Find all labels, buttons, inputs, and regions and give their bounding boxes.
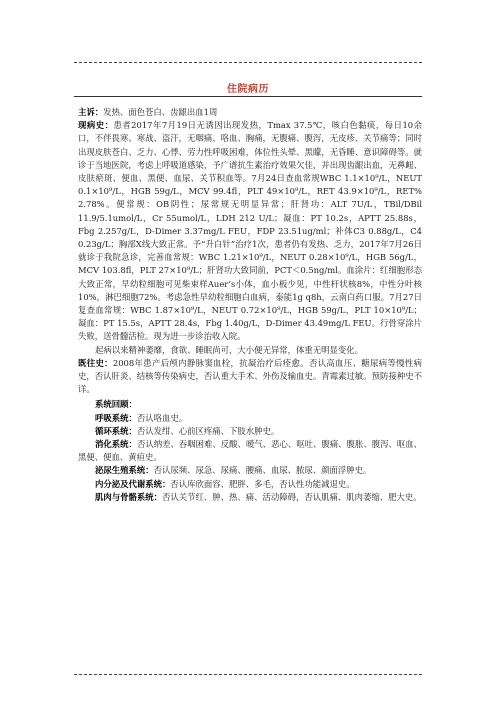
system-musculoskeletal: 肌肉与骨骼系统：否认关节红、肿、热、痛、活动障碍，否认肌痛、肌肉萎缩、肥大史。 — [95, 491, 422, 502]
top-dashed-rule — [74, 62, 422, 63]
system-respiratory: 呼吸系统：否认咯血史。 — [95, 412, 188, 423]
record-body — [78, 106, 422, 504]
system-circulatory: 循环系统：否认发绀、心前区疼痛、下肢水肿史。 — [95, 425, 280, 436]
present-illness-text: 患者2017年7月19日无诱因出现发热，Tmax 37.5℃，咳白色黏痰，每日10余口，不伴畏寒、寒战、盗汗，无咽痛、咯血、胸痛，无腹痛、腹泻，无皮疹、关节痛等；同时出现皮肤苍白、乏力、心悸、劳力性呼吸困难，体位性头晕、黑矇，无昏睡、意识障碍等。就诊于当地医院，考虑上呼吸道感染，予广谱抗生素治疗效果欠佳，并出现齿龈出血，无鼻衄、皮肤瘀斑、便血、黑便、血尿、关节积血等。7月24日查血常规WBC 1.1×10⁹/L，NEUT 0.1×10⁹/L，HGB 59g/L，MCV 99.4fl，PLT 49×10⁹/L，RET 43.9×10⁹/L，RET% 2.78%。便常规：OB阴性；尿常规无明显异常；肝肾功：ALT 7U/L，TBil/DBil 11.9/5.1umol/L，Cr 55umol/L，LDH 212 U/L；凝血：PT 10.2s，APTT 25.88s，Fbg 2.257g/L，D-Dimer 3.37mg/L FEU，FDP 23.51ug/ml；补体C3 0.88g/L，C4 0.23g/L；胸部X线大致正常。予“升白针”治疗1次，患者仍有发热、乏力，2017年7月26日就诊于我院急诊，完善血常规：WBC 1.21×10⁹/L，NEUT 0.28×10⁹/L，HGB 56g/L，MCV 103.8fl，PLT 27×10⁹/L；肝肾功大致同前，PCT＜0.5ng/ml。血涂片：红细胞形态大致正常，早幼粒细胞可见柴束样Auer’s小体，血小板少见，中性杆状核8%，中性分叶核10%，淋巴细胞72%。考虑急性早幼粒细胞白血病，泰能1g q8h，云南白药口服。7月27日复查血常规：WBC 1.87×10⁹/L，NEUT 0.72×10⁹/L，HGB 59g/L，PLT 10×10⁹/L；凝血：PT 15.5s，APTT 28.4s，Fbg 1.40g/L，D-Dimer 43.49mg/L FEU。行骨穿涂片失败，送骨髓活检。现为进一步诊治收入院。 — [78, 120, 422, 342]
present-illness-label: 现病史： — [78, 120, 114, 131]
system-digestive: 消化系统：否认纳差、吞咽困难、反酸、嗳气、恶心、呕吐、腹痛、腹胀、腹泻、呕血、黑便、便血、黄疸史。 — [78, 439, 423, 463]
page-title: 住院病历 — [227, 84, 269, 95]
past-history-label: 既往史： — [78, 357, 113, 368]
bottom-dashed-rule — [74, 674, 422, 675]
chief-complaint-label: 主诉： — [78, 107, 104, 117]
chief-complaint — [78, 106, 422, 119]
present-illness — [78, 119, 422, 343]
system-review-title: 系统回顾： — [95, 399, 137, 410]
title-underline — [74, 96, 422, 97]
chief-complaint-text: 发热、面色苍白、齿龈出血1周 — [103, 107, 218, 117]
past-history-text: 2008年患产后颅内静脉窦血栓，抗凝治疗后痊愈。否认高血压、糖尿病等慢性病史，否认肝炎、结核等传染病史，否认重大手术、外伤及输血史。青霉素过敏。预防接种史不详。 — [78, 357, 423, 395]
system-urogenital: 泌尿生殖系统：否认尿频、尿急、尿痛、腰痛、血尿、脓尿、颜面浮肿史。 — [95, 465, 372, 476]
past-history — [78, 357, 422, 397]
system-endocrine: 内分泌及代谢系统：否认库欣面容、肥胖、多毛，否认性功能减退史。 — [95, 478, 355, 489]
general-condition: 起病以来精神萎靡，食欲、睡眠尚可，大小便无异常，体重无明显变化。 — [95, 344, 363, 355]
